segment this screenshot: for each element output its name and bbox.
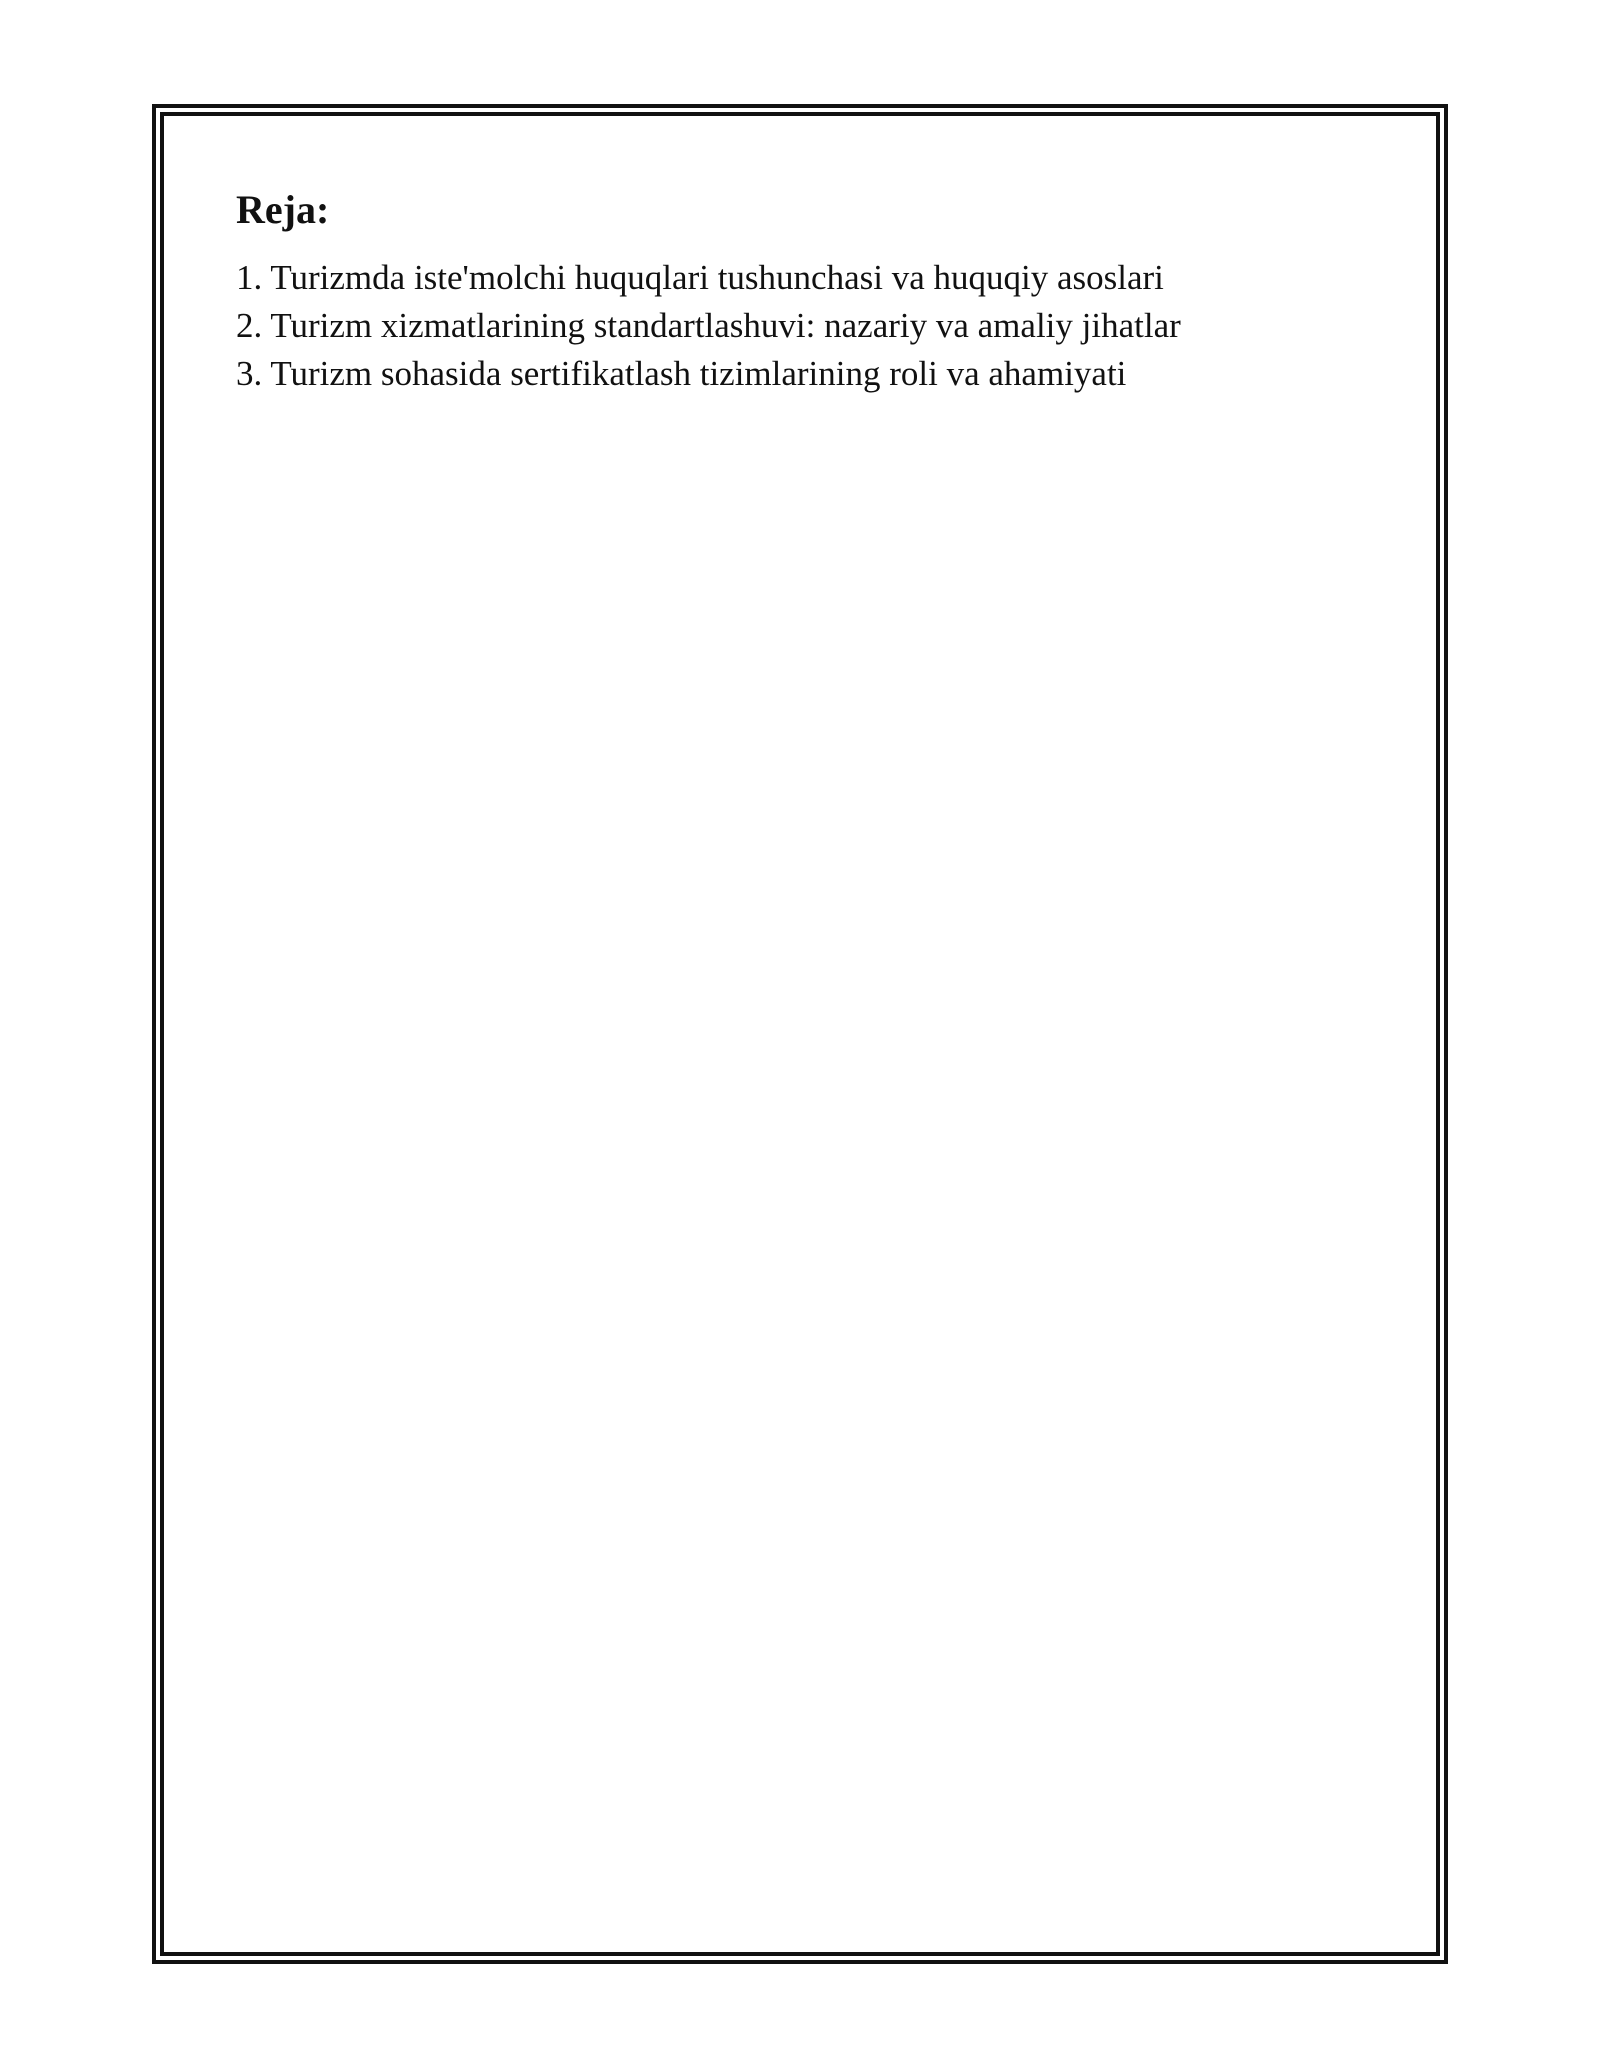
plan-item-3: 3. Turizm sohasida sertifikatlash tizimlarining roli va ahamiyati [236,354,1127,393]
document-content [236,186,1386,398]
plan-item-2: 2. Turizm xizmatlarining standartlashuvi: nazariy va amaliy jihatlar [236,306,1181,345]
plan-heading: Reja: [236,187,330,232]
plan-item-1: 1. Turizmda iste'molchi huquqlari tushunchasi va huquqiy asoslari [236,258,1164,297]
plan-list [236,254,1386,398]
